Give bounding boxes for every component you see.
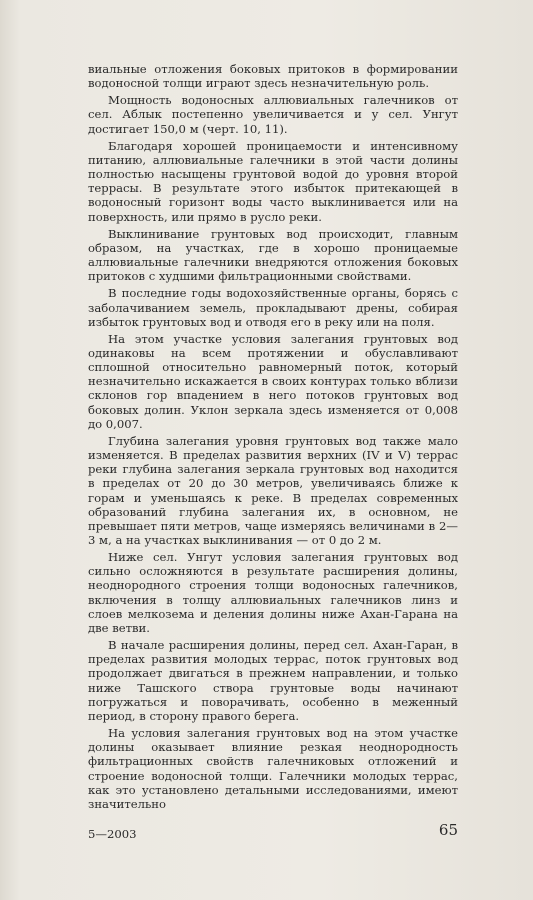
paragraph-9: В начале расширения долины, перед сел. Ахан-Гаран, в пределах развития молодых террас, поток грунтовых вод продолжает двигаться в прежнем направлении, и только ниже Ташского створа грунтовые воды начинают погружаться и поворачивать, особенно в меженный период, в сторону правого берега. — [88, 638, 458, 723]
page-number: 65 — [438, 821, 458, 839]
paragraph-1: виальные отложения боковых притоков в формировании водоносной толщи играют здесь незначительную роль. — [88, 62, 458, 91]
paragraph-8: Ниже сел. Унгут условия залегания грунтовых вод сильно осложняются в результате расширения долины, неоднородного строения толщи водоносных галечников, включения в толщу аллювиальных галечников линз и слоев мелкозема и деления долины ниже Ахан-Гарана на две ветви. — [88, 550, 458, 635]
paragraph-7: Глубина залегания уровня грунтовых вод также мало изменяется. В пределах развития верхних (IV и V) террас реки глубина залегания зеркала грунтовых вод находится в пределах от 20 до 30 метров, увеличиваясь ближе к горам и уменьшаясь к реке. В пределах современных образований глубина залегания их, в основном, не превышает пяти метров, чаще измеряясь величинами в 2—3 м, а на участках выклинивания — от 0 до 2 м. — [88, 433, 458, 547]
paragraph-10: На условия залегания грунтовых вод на этом участке долины оказывает влияние резкая неоднородность фильтрационных свойств галечниковых отложений и строение водоносной толщи. Галечники молодых террас, как это установлено детальными исследованиями, имеют значительно — [88, 726, 458, 811]
main-text — [88, 62, 458, 811]
paragraph-4: Выклинивание грунтовых вод происходит, главным образом, на участках, где в хорошо проницаемые аллювиальные галечники внедряются отложения боковых притоков с худшими фильтрационными свойствами. — [88, 226, 458, 284]
paragraph-6: На этом участке условия залегания грунтовых вод одинаковы на всем протяжении и обуславливают сплошной относительно равномерный поток, который незначительно искажается в своих контурах только вблизи склонов гор впадением в него потоков грунтовых вод боковых долин. Уклон зеркала здесь изменяется от 0,008 до 0,007. — [88, 331, 458, 431]
paragraph-5: В последние годы водохозяйственные органы, борясь с заболачиванием земель, прокладывают дрены, собирая избыток грунтовых вод и отводя его в реку или на поля. — [88, 286, 458, 329]
paragraph-3: Благодаря хорошей проницаемости и интенсивному питанию, аллювиальные галечники в этой части долины полностью насыщены грунтовой водой до уровня второй террасы. В результате этого избыток притекающей в водоносный горизонт воды часто выклинивается или на поверхность, или прямо в русло реки. — [88, 138, 458, 224]
printer-signature-mark: 5—2003 — [88, 827, 137, 841]
paragraph-2: Мощность водоносных аллювиальных галечников от сел. Аблык постепенно увеличивается и у сел. Унгут достигает 150,0 м (черт. 10, 11). — [88, 93, 458, 136]
